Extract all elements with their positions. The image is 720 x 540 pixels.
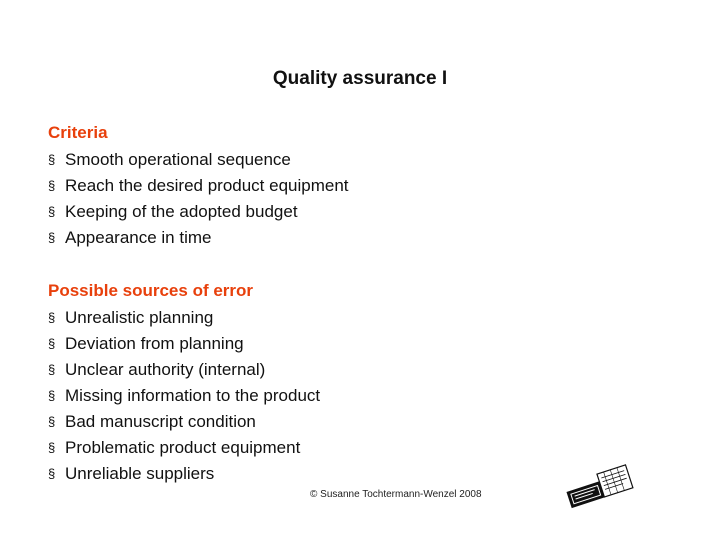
book-logo-icon xyxy=(562,460,638,520)
bullet-icon: § xyxy=(48,414,56,429)
list-item-text: Bad manuscript condition xyxy=(65,412,256,431)
list-item-text: Unreliable suppliers xyxy=(65,464,215,483)
list-item-text: Problematic product equipment xyxy=(65,438,301,457)
list-item xyxy=(48,147,548,173)
error-sources-section xyxy=(48,280,548,487)
bullet-icon: § xyxy=(48,230,56,245)
list-item-text: Smooth operational sequence xyxy=(65,150,291,169)
list-item-text: Appearance in time xyxy=(65,228,212,247)
list-item xyxy=(48,305,548,331)
bullet-icon: § xyxy=(48,336,56,351)
list-item xyxy=(48,173,548,199)
bullet-icon: § xyxy=(48,440,56,455)
list-item xyxy=(48,331,548,357)
error-sources-heading: Possible sources of error xyxy=(48,281,254,300)
list-item xyxy=(48,225,548,251)
bullet-icon: § xyxy=(48,388,56,403)
list-item-text: Deviation from planning xyxy=(65,334,244,353)
list-item xyxy=(48,383,548,409)
bullet-icon: § xyxy=(48,362,56,377)
list-item-text: Keeping of the adopted budget xyxy=(65,202,298,221)
list-item xyxy=(48,409,548,435)
criteria-list xyxy=(48,147,548,251)
criteria-heading: Criteria xyxy=(48,123,108,142)
slide-title xyxy=(0,68,720,90)
slide-title-text: Quality assurance I xyxy=(272,68,448,89)
bullet-icon: § xyxy=(48,178,56,193)
list-item xyxy=(48,199,548,225)
bullet-icon: § xyxy=(48,204,56,219)
copyright-footer: © Susanne Tochtermann-Wenzel 2008 xyxy=(310,489,482,500)
list-item xyxy=(48,357,548,383)
list-item xyxy=(48,461,548,487)
bullet-icon: § xyxy=(48,466,56,481)
list-item-text: Unrealistic planning xyxy=(65,308,214,327)
list-item-text: Missing information to the product xyxy=(65,386,321,405)
error-sources-list xyxy=(48,305,548,487)
list-item xyxy=(48,435,548,461)
criteria-section xyxy=(48,122,548,251)
list-item-text: Unclear authority (internal) xyxy=(65,360,266,379)
bullet-icon: § xyxy=(48,310,56,325)
list-item-text: Reach the desired product equipment xyxy=(65,176,349,195)
bullet-icon: § xyxy=(48,152,56,167)
